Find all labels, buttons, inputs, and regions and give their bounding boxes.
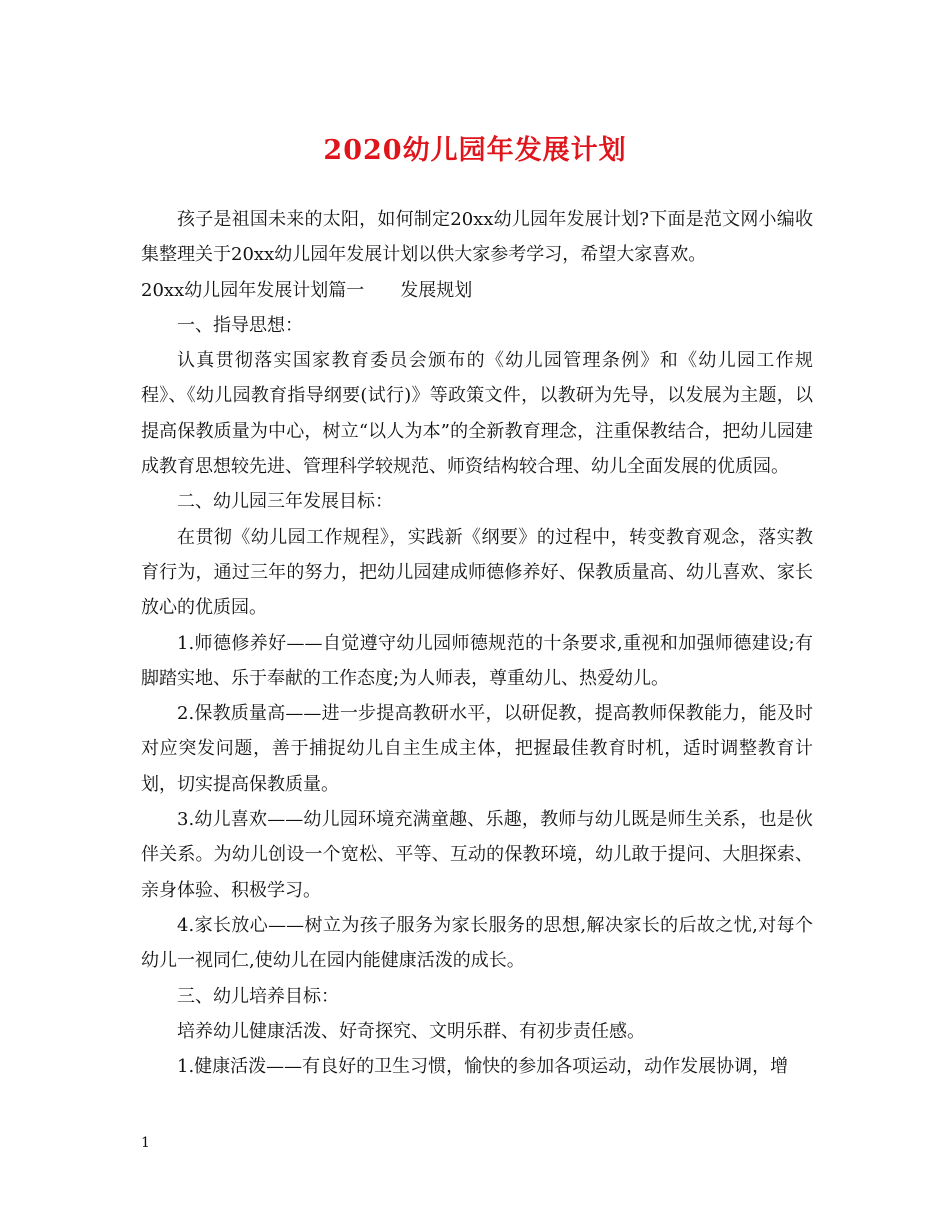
goal-item-2: 2.保教质量高——进一步提高教研水平，以研促教，提高教师保教能力，能及时对应突发问题，善于捕捉幼儿自主生成主体，把握最佳教育时机，适时调整教育计划，切实提高保教质量。 [141, 703, 813, 795]
heading-child-training-goals: 三、幼儿培养目标： [177, 985, 339, 1007]
goal-item-4: 4.家长放心——树立为孩子服务为家长服务的思想,解决家长的后故之忧,对每个幼儿一视同仁,使幼儿在园内能健康活泼的成长。 [141, 914, 813, 972]
goal-item-3: 3.幼儿喜欢——幼儿园环境充满童趣、乐趣，教师与幼儿既是师生关系，也是伙伴关系。为幼儿创设一个宽松、平等、互动的保教环境，幼儿敢于提问、大胆探索、亲身体验、积极学习。 [141, 809, 813, 901]
document-title: 2020幼儿园年发展计划 [323, 135, 627, 166]
paragraph-child-training-goals: 培养幼儿健康活泼、好奇探究、文明乐群、有初步责任感。 [177, 1020, 645, 1042]
paragraph-guiding-ideology: 认真贯彻落实国家教育委员会颁布的《幼儿园管理条例》和《幼儿园工作规程》、《幼儿园教育指导纲要(试行)》等政策文件，以教研为先导，以发展为主题，以提高保教质量为中心，树立“以人为本”的全新教育理念，注重保教结合，把幼儿园建成教育思想较先进、管理科学较规范、师资结构较合理、幼儿全面发展的优质园。 [141, 350, 813, 478]
section-heading-plan-part-one: 20xx幼儿园年发展计划篇一 发展规划 [141, 279, 473, 301]
intro-paragraph: 孩子是祖国未来的太阳，如何制定20xx幼儿园年发展计划?下面是范文网小编收集整理关于20xx幼儿园年发展计划以供大家参考学习，希望大家喜欢。 [141, 209, 813, 266]
document-body [141, 202, 813, 1084]
paragraph-three-year-goals: 在贯彻《幼儿园工作规程》，实践新《纲要》的过程中，转变教育观念，落实教育行为，通过三年的努力，把幼儿园建成师德修养好、保教质量高、幼儿喜欢、家长放心的优质园。 [141, 526, 813, 619]
heading-three-year-goals: 二、幼儿园三年发展目标： [177, 491, 393, 513]
goal-item-1: 1.师德修养好——自觉遵守幼儿园师德规范的十条要求,重视和加强师德建设;有脚踏实地、乐于奉献的工作态度;为人师表，尊重幼儿、热爱幼儿。 [141, 632, 813, 689]
page-number: 1 [141, 1135, 150, 1151]
training-goal-item-1: 1.健康活泼——有良好的卫生习惯，愉快的参加各项运动，动作发展协调，增 [177, 1056, 789, 1078]
heading-guiding-ideology: 一、指导思想： [177, 314, 303, 336]
